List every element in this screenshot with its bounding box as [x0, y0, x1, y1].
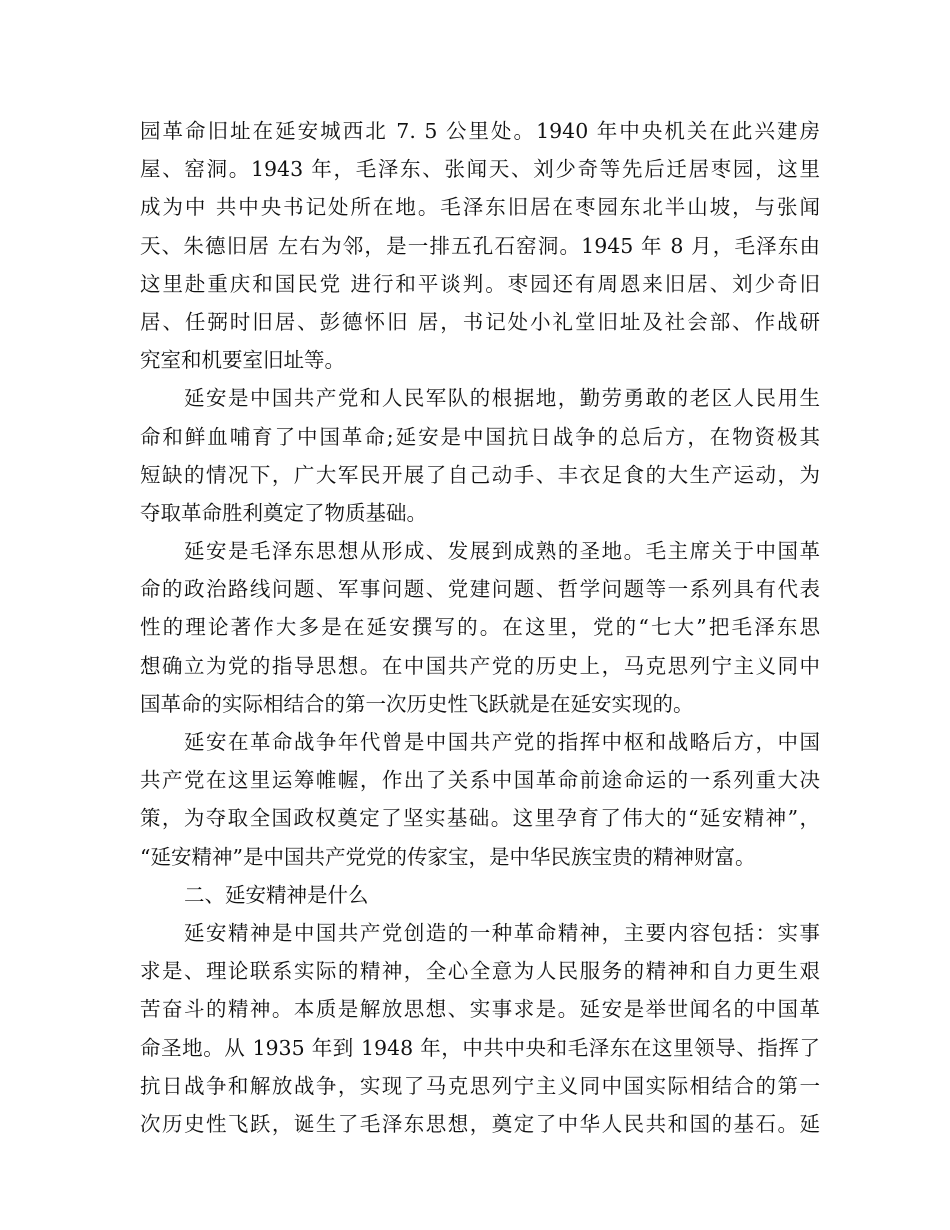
text-line: 居、任弼时旧居、彭德怀旧 居，书记处小礼堂旧址及社会部、作战研: [140, 309, 820, 334]
paragraph-start-line: 延安是中国共产党和人民军队的根据地，勤劳勇敢的老区人民用生: [184, 386, 820, 411]
text-line: 共产党在这里运筹帷幄，作出了关系中国革命前途命运的一系列重大决: [140, 768, 820, 793]
text-line: “延安精神”是中国共产党党的传家宝，是中华民族宝贵的精神财富。: [140, 844, 756, 869]
paragraph-start-line: 延安是毛泽东思想从形成、发展到成熟的圣地。毛主席关于中国革: [184, 539, 820, 564]
text-line: 这里赴重庆和国民党 进行和平谈判。枣园还有周恩来旧居、刘少奇旧: [140, 271, 820, 296]
paragraph-start-line: 延安在革命战争年代曾是中国共产党的指挥中枢和战略后方，中国: [184, 730, 820, 754]
text-line: 抗日战争和解放战争，实现了马克思列宁主义同中国实际相结合的第一: [140, 1073, 820, 1098]
document-page: [140, 112, 820, 1143]
text-line: 次历史性飞跃，诞生了毛泽东思想，奠定了中华人民共和国的基石。延: [140, 1111, 820, 1136]
text-line: 想确立为党的指导思想。在中国共产党的历史上，马克思列宁主义同中: [140, 653, 820, 678]
text-line: 屋、窑洞。1943 年，毛泽东、张闻天、刘少奇等先后迁居枣园，这里: [140, 157, 820, 182]
text-line: 苦奋斗的精神。本质是解放思想、实事求是。延安是举世闻名的中国革: [140, 997, 820, 1022]
text-line: 究室和机要室旧址等。: [140, 348, 345, 373]
section-heading: 二、延安精神是什么: [184, 882, 369, 907]
text-line: 策，为夺取全国政权奠定了坚实基础。这里孕育了伟大的“延安精神”，: [140, 806, 820, 831]
text-line: 求是、理论联系实际的精神，全心全意为人民服务的精神和自力更生艰: [140, 959, 820, 984]
text-line: 国革命的实际相结合的第一次历史性飞跃就是在延安实现的。: [140, 691, 694, 716]
text-line: 夺取革命胜利奠定了物质基础。: [140, 500, 427, 525]
text-line: 命的政治路线问题、军事问题、党建问题、哲学问题等一系列具有代表: [140, 577, 820, 602]
text-line: 园革命旧址在延安城西北 7. 5 公里处。1940 年中央机关在此兴建房: [140, 119, 820, 143]
text-line: 天、朱德旧居 左右为邻，是一排五孔石窑洞。1945 年 8 月，毛泽东由: [140, 233, 820, 258]
paragraph-start-line: 延安精神是中国共产党创造的一种革命精神，主要内容包括：实事: [184, 920, 820, 945]
text-line: 成为中 共中央书记处所在地。毛泽东旧居在枣园东北半山坡，与张闻: [140, 195, 820, 220]
text-line: 性的理论著作大多是在延安撰写的。在这里，党的“七大”把毛泽东思: [140, 615, 820, 640]
text-line: 命圣地。从 1935 年到 1948 年，中共中央和毛泽东在这里领导、指挥了: [140, 1035, 820, 1060]
text-line: 命和鲜血哺育了中国革命;延安是中国抗日战争的总后方，在物资极其: [140, 424, 820, 449]
text-line: 短缺的情况下，广大军民开展了自己动手、丰衣足食的大生产运动，为: [140, 462, 820, 487]
